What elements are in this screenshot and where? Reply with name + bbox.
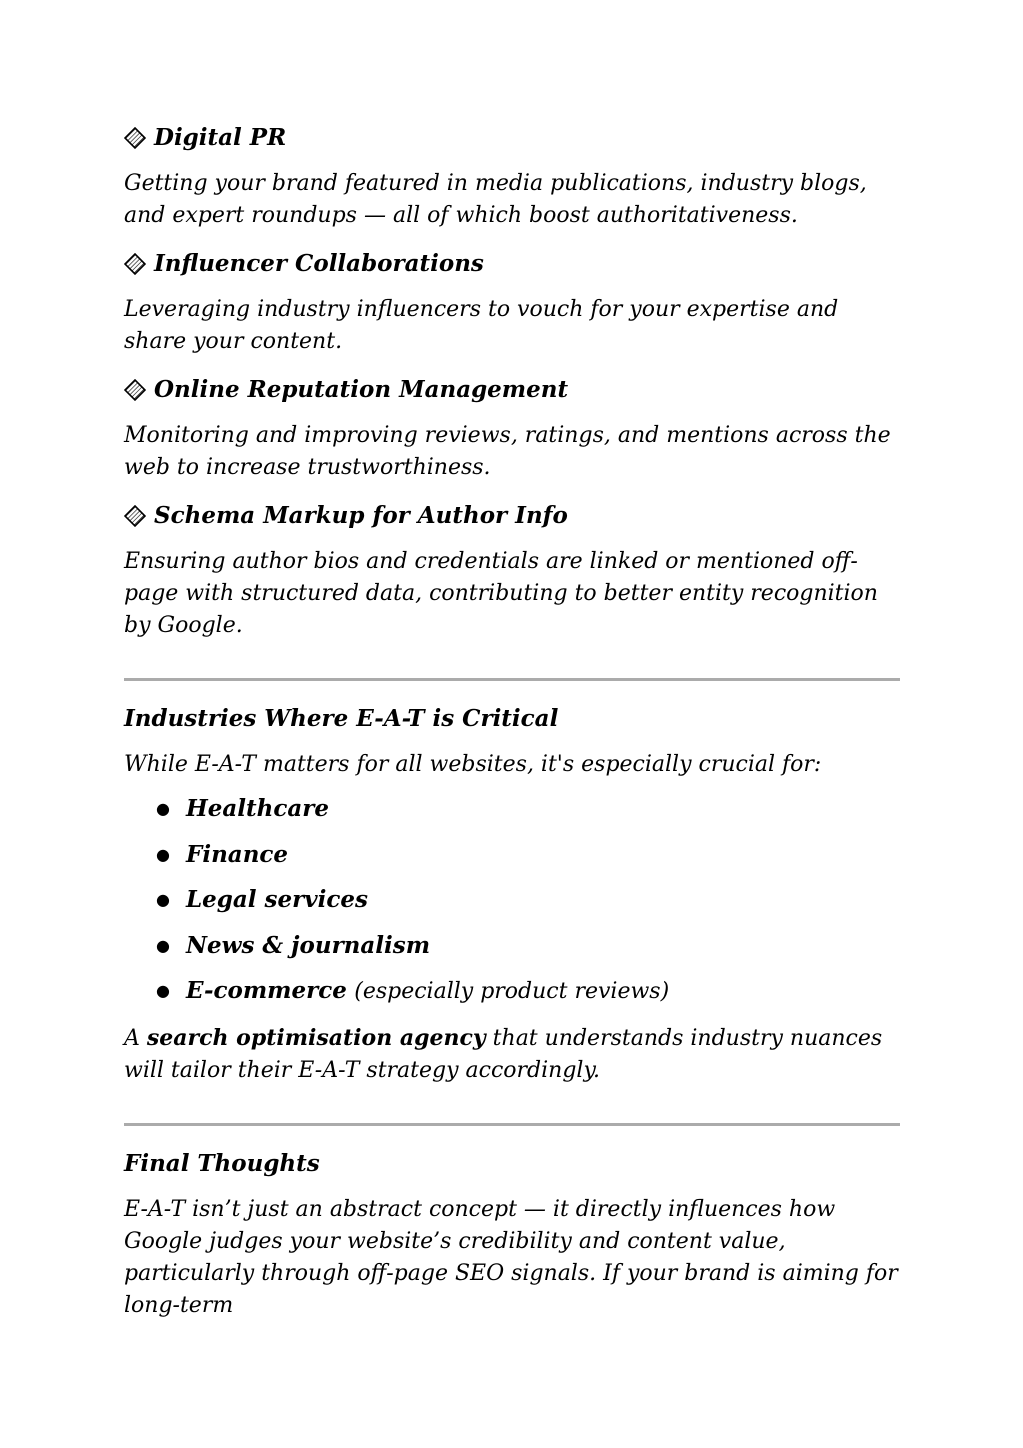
final-paragraph: E-A-T isn’t just an abstract concept — it directly influences how Google judges your website’s credibility and content value, particularly through off-page SEO signals. If your brand is aiming for long-term [124, 1196, 898, 1318]
closing-suffix: that understands industry nuances will tailor their E-A-T strategy accordingly. [124, 1025, 883, 1083]
document-page [124, 122, 900, 1334]
bullet-icon: ● [156, 844, 170, 864]
bullet-icon: ● [156, 890, 170, 909]
list-item [124, 248, 900, 358]
industry-name: News & journalism [186, 931, 431, 959]
industry-name: Finance [186, 840, 289, 868]
industry-note: (especially product reviews) [354, 979, 670, 1004]
list-item [156, 884, 900, 916]
bullet-icon: ● [156, 981, 170, 1000]
agency-link-text: search optimisation agency [146, 1024, 486, 1051]
list-item [124, 374, 900, 484]
item-title: Online Reputation Management [154, 376, 569, 403]
list-item [156, 839, 900, 871]
list-item [156, 793, 900, 825]
industries-list [124, 793, 900, 1008]
bullet-icon: ● [156, 935, 170, 955]
item-title: Influencer Collaborations [154, 250, 484, 277]
section-heading: Industries Where E-A-T is Critical [124, 705, 559, 732]
crosshatch-diamond-icon [124, 253, 146, 275]
item-title: Schema Markup for Author Info [154, 502, 568, 529]
list-item [156, 930, 900, 962]
list-item [156, 975, 900, 1008]
item-heading [124, 122, 900, 154]
item-heading [124, 374, 900, 406]
section-heading: Final Thoughts [124, 1149, 320, 1177]
list-item [124, 122, 900, 232]
item-heading [124, 500, 900, 532]
list-item [124, 500, 900, 642]
item-description: Monitoring and improving reviews, ratings, and mentions across the web to increase trustworthiness. [124, 423, 891, 480]
section-divider [124, 1123, 900, 1126]
section-intro: While E-A-T matters for all websites, it's especially crucial for: [124, 752, 822, 777]
bullet-icon: ● [156, 799, 170, 818]
section-divider [124, 678, 900, 681]
item-description: Ensuring author bios and credentials are linked or mentioned off-page with structured data, contributing to better entity recognition by Google. [124, 549, 878, 638]
crosshatch-diamond-icon [124, 127, 146, 149]
item-description: Getting your brand featured in media publications, industry blogs, and expert roundups — all of which boost authoritativeness. [124, 171, 867, 228]
item-description: Leveraging industry influencers to vouch for your expertise and share your content. [124, 297, 839, 354]
industry-name: Legal services [186, 886, 368, 913]
item-title: Digital PR [154, 124, 287, 151]
item-heading [124, 248, 900, 280]
crosshatch-diamond-icon [124, 505, 146, 527]
closing-paragraph [124, 1022, 900, 1087]
closing-prefix: A [124, 1025, 147, 1051]
industry-name: Healthcare [186, 795, 330, 822]
industry-name: E-commerce [186, 977, 347, 1004]
crosshatch-diamond-icon [124, 379, 146, 401]
